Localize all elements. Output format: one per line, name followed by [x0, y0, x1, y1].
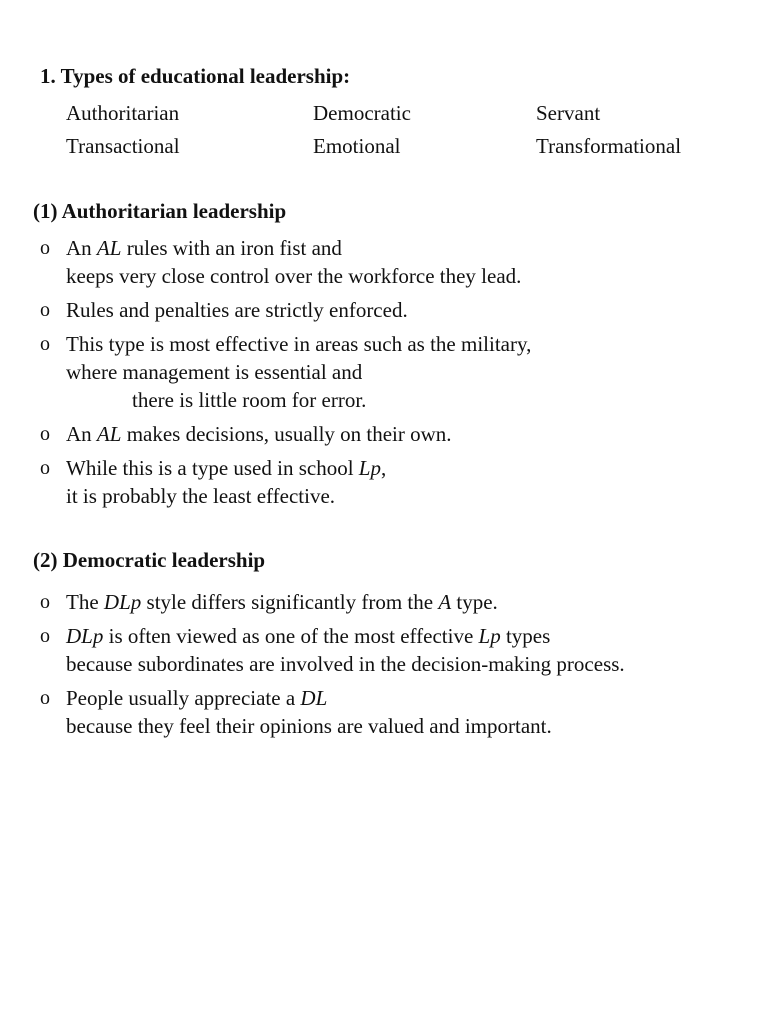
text-run: types	[500, 624, 551, 648]
type-transactional: Transactional	[66, 134, 180, 158]
section-title-authoritarian: (1) Authoritarian leadership	[33, 199, 287, 223]
text-run: type.	[451, 590, 498, 614]
bullet-circle-icon: o	[40, 591, 50, 613]
bullet-line	[66, 588, 740, 616]
bullet-circle-icon: o	[40, 625, 50, 647]
text-run: People usually appreciate a	[66, 686, 301, 710]
text-run: This type is most effective in areas such as the military,	[66, 332, 532, 356]
leadership-types-grid	[66, 99, 746, 165]
types-row	[66, 132, 746, 165]
section-title-democratic: (2) Democratic leadership	[33, 548, 266, 572]
bullet-item	[40, 588, 740, 616]
text-run: Rules and penalties are strictly enforced.	[66, 298, 408, 322]
bullet-circle-icon: o	[40, 457, 50, 479]
italic-term: DL	[300, 686, 328, 710]
bullet-circle-icon: o	[40, 237, 50, 259]
text-run: makes decisions, usually on their own.	[121, 422, 452, 446]
italic-term: AL	[96, 236, 122, 260]
bullet-item	[40, 296, 740, 324]
text-run: where management is essential and	[66, 360, 363, 384]
bullet-item	[40, 622, 740, 678]
text-run: An	[66, 236, 97, 260]
text-run: is often viewed as one of the most effective	[103, 624, 479, 648]
type-servant: Servant	[536, 101, 601, 125]
bullet-line	[66, 420, 740, 448]
text-run: style differs significantly from the	[141, 590, 439, 614]
bullet-line	[66, 482, 740, 510]
type-democratic: Democratic	[313, 101, 411, 125]
bullet-line	[66, 454, 740, 482]
text-run: because subordinates are involved in the decision-making process.	[66, 652, 625, 676]
bullet-item	[40, 330, 740, 414]
italic-term: Lp	[478, 624, 501, 648]
text-run: rules with an iron fist and	[121, 236, 342, 260]
bullet-line	[66, 296, 740, 324]
bullet-line	[66, 622, 740, 650]
bullet-line	[66, 234, 740, 262]
text-run: there is little room for error.	[132, 388, 367, 412]
text-run: The	[66, 590, 104, 614]
types-row	[66, 99, 746, 132]
bullet-circle-icon: o	[40, 299, 50, 321]
text-run: it is probably the least effective.	[66, 484, 336, 508]
text-run: because they feel their opinions are valued and important.	[66, 714, 552, 738]
bullet-line	[66, 712, 740, 740]
type-emotional: Emotional	[313, 134, 401, 158]
type-authoritarian: Authoritarian	[66, 101, 180, 125]
authoritarian-bullet-list	[40, 234, 740, 516]
italic-term: Lp	[358, 456, 381, 480]
bullet-circle-icon: o	[40, 333, 50, 355]
bullet-item	[40, 454, 740, 510]
bullet-line	[66, 262, 740, 290]
bullet-line	[66, 330, 740, 358]
bullet-item	[40, 234, 740, 290]
bullet-line	[66, 358, 740, 386]
bullet-line	[66, 684, 740, 712]
bullet-circle-icon: o	[40, 687, 50, 709]
bullet-item	[40, 420, 740, 448]
italic-term: A	[438, 590, 452, 614]
text-run: While this is a type used in school	[66, 456, 359, 480]
bullet-circle-icon: o	[40, 423, 50, 445]
italic-term: AL	[96, 422, 122, 446]
text-run: keeps very close control over the workforce they lead.	[66, 264, 522, 288]
italic-term: DLp	[66, 624, 104, 648]
bullet-line	[66, 650, 740, 678]
bullet-line	[66, 386, 740, 414]
bullet-item	[40, 684, 740, 740]
types-heading: 1. Types of educational leadership:	[40, 64, 351, 88]
text-run: ,	[380, 456, 387, 480]
text-run: An	[66, 422, 97, 446]
democratic-bullet-list	[40, 588, 740, 746]
italic-term: DLp	[103, 590, 142, 614]
type-transformational: Transformational	[536, 134, 682, 158]
